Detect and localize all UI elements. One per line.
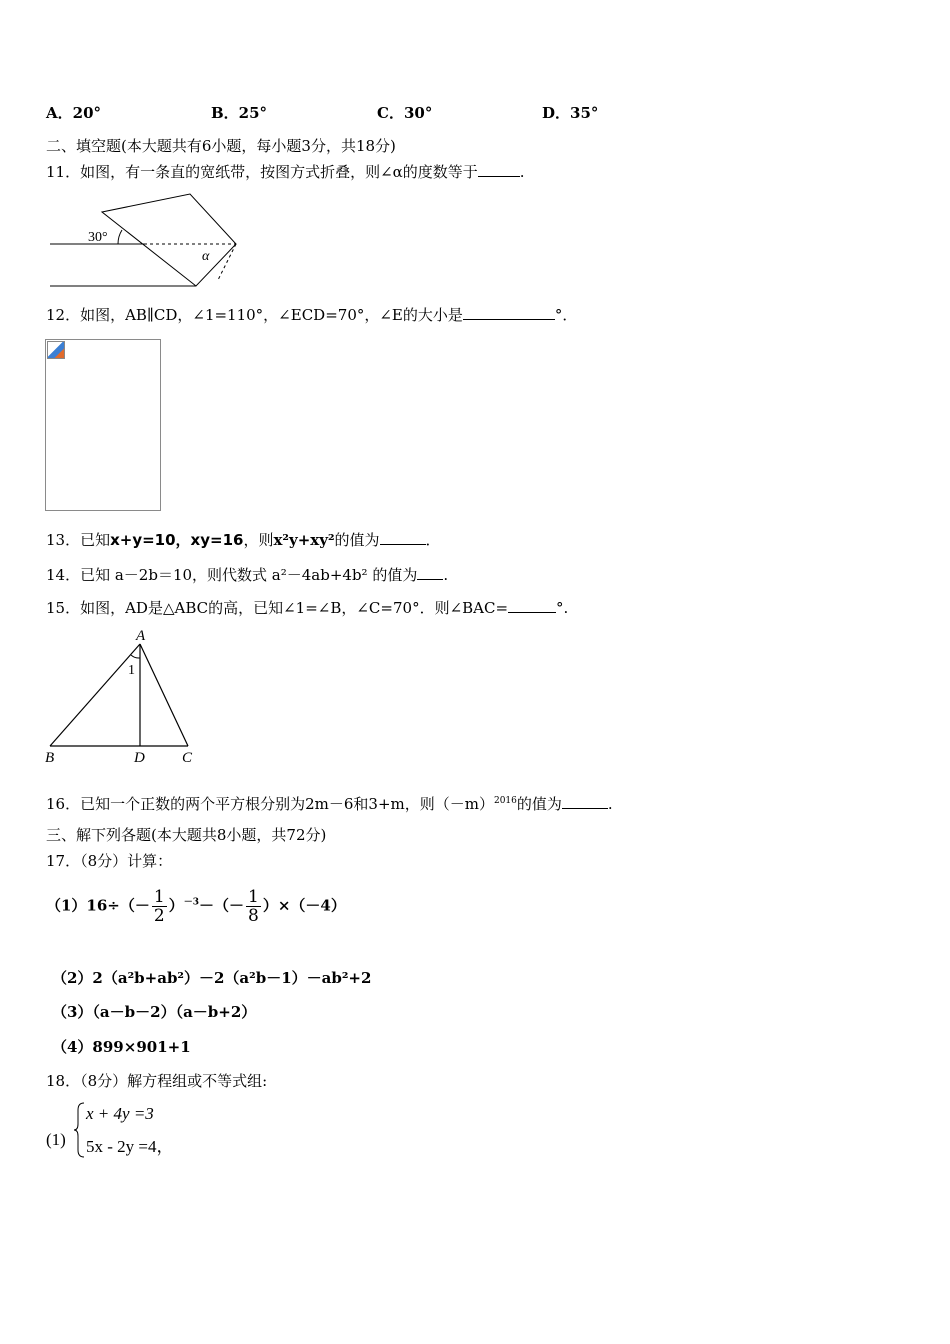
q12-tail: °．: [554, 306, 578, 324]
broken-image-placeholder: [45, 339, 161, 511]
label-c: C: [182, 750, 193, 766]
label-b: B: [45, 750, 55, 766]
question-14: [46, 565, 448, 585]
label-1: 1: [128, 663, 135, 678]
answer-blank: [562, 794, 608, 809]
q13-expr: x+y=10，xy=16: [110, 531, 244, 549]
question-13: [46, 530, 441, 550]
answer-blank: [417, 565, 443, 580]
equation-2: 5x - 2y =4，: [86, 1137, 174, 1156]
answer-blank: [463, 305, 555, 320]
question-16: [46, 791, 613, 814]
q17-part-2: （2）2（a²b+ab²）－2（a²b－1）－ab²+2: [52, 969, 372, 987]
q13-tail: ．: [425, 531, 441, 549]
q16-post: 的值为: [516, 795, 562, 813]
equation-1: x + 4y =3: [86, 1104, 154, 1123]
frac1-num: 1: [153, 887, 165, 907]
q13-post: 的值为: [334, 531, 380, 549]
option-a: A．20°: [46, 104, 102, 122]
question-17-title: 17．（8分）计算：: [46, 852, 173, 870]
option-b: B．25°: [211, 104, 268, 122]
q12-text: 12．如图，AB∥CD，∠1=110°，∠ECD=70°，∠E的大小是: [46, 306, 463, 324]
fig-alpha-label: α: [202, 249, 210, 264]
question-11: [46, 162, 525, 182]
section-3-heading: 三、解下列各题(本大题共8小题，共72分): [46, 826, 327, 844]
answer-blank: [478, 162, 520, 177]
label-d: D: [134, 750, 145, 766]
answer-blank: [508, 598, 556, 613]
q14-text: 14．已知 a－2b＝10，则代数式 a²－4ab+4b² 的值为: [46, 566, 418, 584]
q17-part-1: [46, 888, 346, 925]
q13-pre: 13．已知: [46, 531, 111, 549]
frac2-num: 1: [248, 887, 259, 907]
q15-text: 15．如图，AD是△ABC的高，已知∠1=∠B，∠C=70°．则∠BAC=: [46, 599, 509, 617]
q18-part-label: (1): [46, 1130, 66, 1149]
q17-p1-b: ）: [168, 896, 184, 915]
frac2-den: 8: [248, 906, 259, 926]
fraction-one-half: [152, 888, 167, 925]
option-c: C．30°: [377, 104, 433, 122]
q11-tail: .: [519, 163, 525, 181]
q11-text: 11．如图，有一条直的宽纸带，按图方式折叠，则∠α的度数等于: [46, 163, 478, 181]
q17-p1-exp: －3: [183, 897, 199, 908]
question-15: [46, 598, 568, 618]
q16-text: 16．已知一个正数的两个平方根分别为2m－6和3+m，则（－m）: [46, 795, 494, 813]
frac1-den: 2: [153, 906, 165, 926]
fig-angle-label: 30°: [88, 230, 108, 245]
q15-tail: °.: [556, 599, 569, 617]
question-18-title: 18．（8分）解方程组或不等式组:: [46, 1072, 268, 1090]
broken-image-icon: [47, 341, 65, 359]
label-a: A: [136, 628, 146, 644]
q17-part-3: （3）（a－b－2）（a－b+2）: [52, 1003, 257, 1021]
fold-strip-figure: [44, 190, 244, 290]
answer-blank: [380, 530, 426, 545]
q14-tail: .: [443, 566, 449, 584]
q17-p1-a: （1）16÷（－: [46, 896, 150, 915]
q13-tail-expr: x²y+xy²: [273, 531, 335, 549]
q16-exponent: 2016: [493, 796, 517, 806]
q16-tail: .: [607, 795, 613, 813]
equation-brace: [74, 1102, 86, 1158]
q17-p1-c: －（－: [199, 896, 245, 915]
q13-mid: ，则: [243, 531, 274, 549]
option-d: D．35°: [542, 104, 599, 122]
question-12: [46, 305, 577, 325]
fraction-one-eighth: [246, 888, 261, 925]
section-2-heading: 二、填空题(本大题共有6小题，每小题3分，共18分): [46, 137, 396, 155]
q17-part-4: （4）899×901+1: [52, 1038, 191, 1056]
triangle-abc-figure: [40, 624, 210, 770]
q17-p1-d: ）×（－4）: [262, 896, 346, 915]
